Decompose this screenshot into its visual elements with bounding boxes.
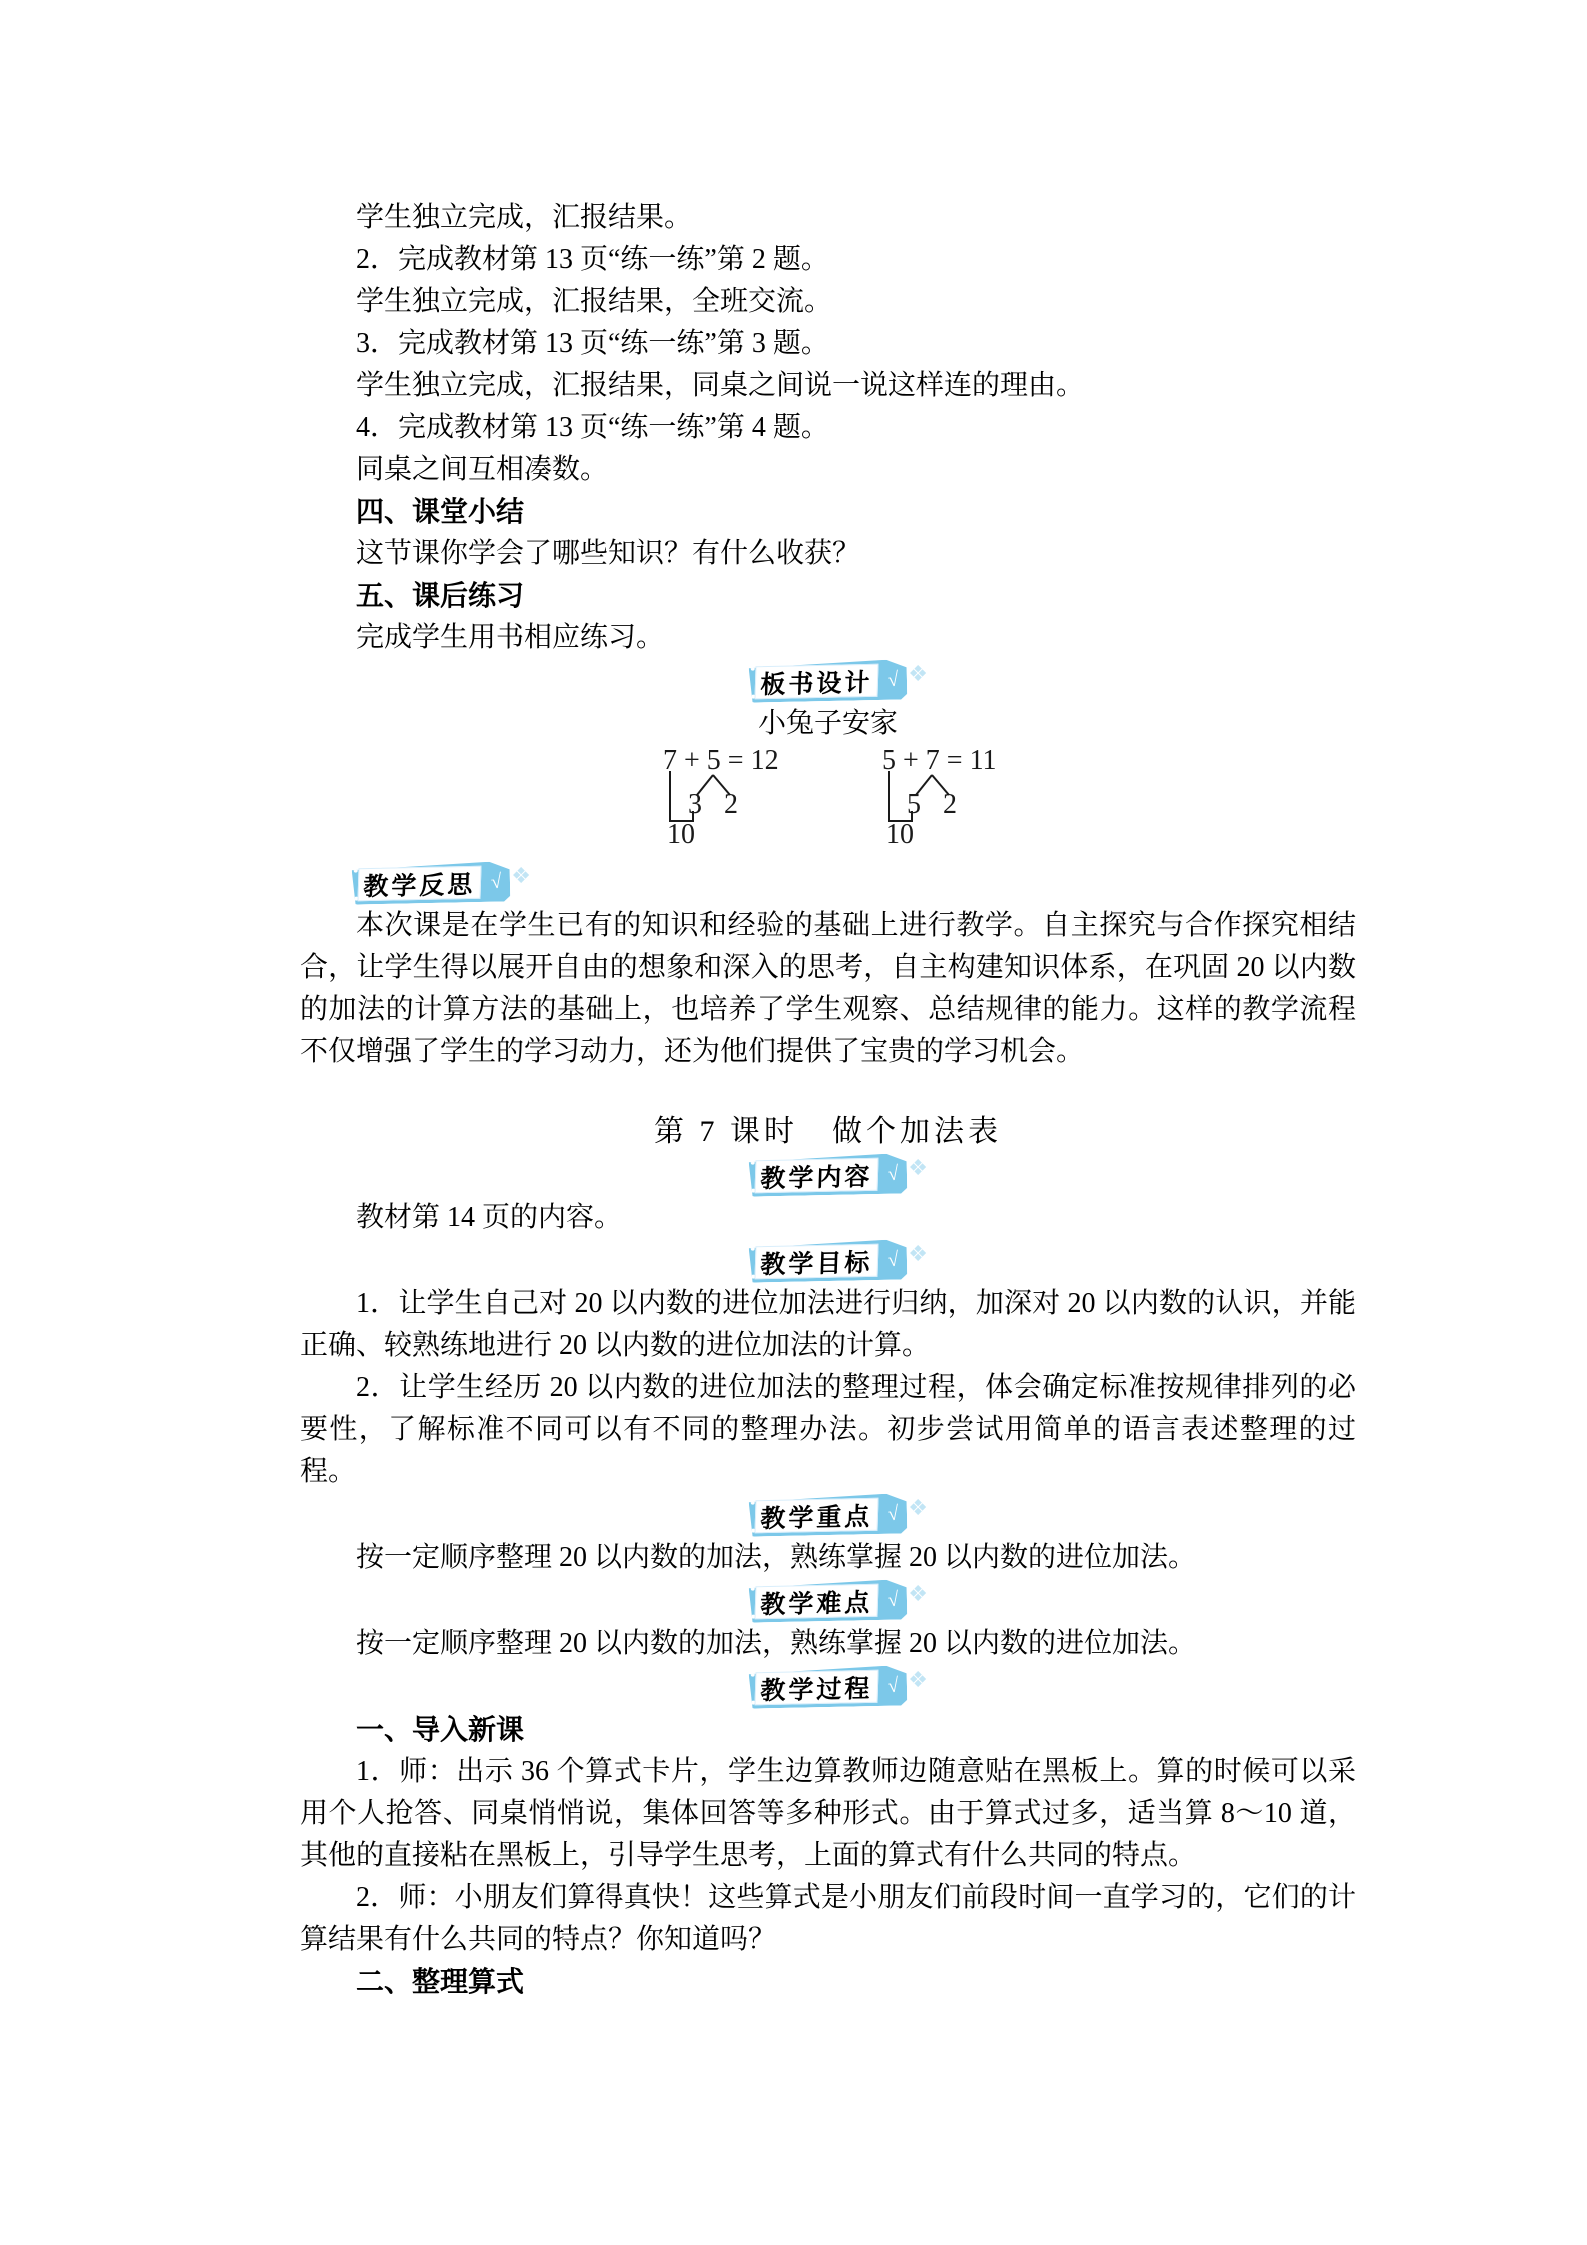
reflection-paragraph: 本次课是在学生已有的知识和经验的基础上进行教学。自主探究与合作探究相结合，让学生得以展开自由的想象和深入的思考，自主构建知识体系，在巩固 20 以内数的加法的计算方法的基础上，也培养了学生观察、总结规律的能力。这样的教学流程不仅增强了学生的学习动力，还为他们提供了宝贵的学习机会。	[300, 910, 1356, 1067]
summary-question-line: 这节课你学会了哪些知识？有什么收获？	[356, 538, 861, 569]
number-bond-diagrams	[300, 745, 1356, 861]
badge-label: 教学过程	[754, 1670, 878, 1706]
badge-sparkle-icon: ❖	[908, 1155, 928, 1180]
badge-tab-mark-icon: √	[886, 1674, 901, 1698]
practice-step-line: 学生独立完成，汇报结果，同桌之间说一说这样连的理由。	[356, 370, 1085, 401]
badge-sparkle-icon: ❖	[908, 1241, 928, 1266]
key-points-line: 按一定顺序整理 20 以内数的加法，熟练掌握 20 以内数的进位加法。	[356, 1542, 1197, 1573]
practice-step-line: 学生独立完成，汇报结果，全班交流。	[356, 286, 833, 317]
section-heading-lead-in: 一、导入新课	[356, 1714, 525, 1745]
badge-sparkle-icon: ❖	[908, 1581, 928, 1606]
bond-right-part: 2	[943, 789, 957, 820]
section-heading-organize-equations: 二、整理算式	[356, 1966, 525, 1997]
badge-sparkle-icon: ❖	[511, 863, 531, 888]
practice-step-line: 学生独立完成，汇报结果。	[356, 202, 693, 233]
badge-label: 教学难点	[754, 1584, 878, 1620]
board-design-badge	[749, 659, 928, 703]
homework-line: 完成学生用书相应练习。	[356, 622, 665, 653]
section-heading-homework: 五、课后练习	[356, 580, 525, 611]
board-title: 小兔子安家	[757, 708, 898, 739]
badge-sparkle-icon: ❖	[908, 661, 928, 686]
badge-label: 教学目标	[754, 1244, 878, 1280]
teaching-content-badge	[749, 1153, 928, 1197]
bond-equation: 7 + 5 = 12	[663, 745, 779, 776]
practice-step-line: 同桌之间互相凑数。	[356, 454, 609, 485]
bond-left-part: 5	[907, 789, 921, 820]
bond-right-part: 2	[724, 789, 738, 820]
lead-in-step-1-paragraph: 1．师：出示 36 个算式卡片，学生边算教师边随意贴在黑板上。算的时候可以采用个人抢答、同桌悄悄说，集体回答等多种形式。由于算式过多，适当算 8～10 道，其他的直接粘在黑板上，引导学生思考，上面的算式有什么共同的特点。	[300, 1756, 1356, 1871]
section-heading-class-summary: 四、课堂小结	[356, 496, 525, 527]
teaching-process-badge	[749, 1665, 928, 1709]
practice-task-2: 2．完成教材第 13 页“练一练”第 2 题。	[356, 244, 829, 275]
difficulties-line: 按一定顺序整理 20 以内数的加法，熟练掌握 20 以内数的进位加法。	[356, 1628, 1197, 1659]
teaching-reflection-badge	[352, 861, 531, 905]
badge-label: 板书设计	[754, 664, 878, 700]
lesson-title: 第 7 课时 做个加法表	[654, 1115, 1002, 1148]
document-content	[300, 0, 1356, 2003]
badge-tab-mark-icon: √	[886, 1248, 901, 1272]
badge-tab-mark-icon: √	[886, 1588, 901, 1612]
badge-tab-mark-icon: √	[489, 870, 504, 894]
bond-equation: 5 + 7 = 11	[882, 745, 997, 776]
badge-tab-mark-icon: √	[886, 1502, 901, 1526]
teaching-key-points-badge	[749, 1493, 928, 1537]
number-bond-diagram-right	[882, 745, 1032, 849]
badge-label: 教学内容	[754, 1158, 878, 1194]
objective-1-paragraph: 1．让学生自己对 20 以内数的进位加法进行归纳，加深对 20 以内数的认识，并能正确、较熟练地进行 20 以内数的进位加法的计算。	[300, 1288, 1356, 1361]
badge-label: 教学反思	[357, 866, 481, 902]
practice-task-3: 3．完成教材第 13 页“练一练”第 3 题。	[356, 328, 829, 359]
bond-left-part: 3	[688, 789, 702, 820]
badge-tab-mark-icon: √	[886, 1162, 901, 1186]
badge-tab-mark-icon: √	[886, 668, 901, 692]
teaching-difficulties-badge	[749, 1579, 928, 1623]
bond-ten: 10	[886, 819, 914, 849]
teaching-content-line: 教材第 14 页的内容。	[356, 1202, 623, 1233]
bond-ten: 10	[667, 819, 695, 849]
practice-task-4: 4．完成教材第 13 页“练一练”第 4 题。	[356, 412, 829, 443]
badge-label: 教学重点	[754, 1498, 878, 1534]
lead-in-step-2-paragraph: 2．师：小朋友们算得真快！这些算式是小朋友们前段时间一直学习的，它们的计算结果有什么共同的特点？你知道吗？	[300, 1882, 1356, 1955]
badge-sparkle-icon: ❖	[908, 1495, 928, 1520]
number-bond-diagram-left	[663, 745, 813, 849]
objective-2-paragraph: 2．让学生经历 20 以内数的进位加法的整理过程，体会确定标准按规律排列的必要性，了解标准不同可以有不同的整理办法。初步尝试用简单的语言表述整理的过程。	[300, 1372, 1356, 1487]
badge-sparkle-icon: ❖	[908, 1667, 928, 1692]
teaching-objectives-badge	[749, 1239, 928, 1283]
